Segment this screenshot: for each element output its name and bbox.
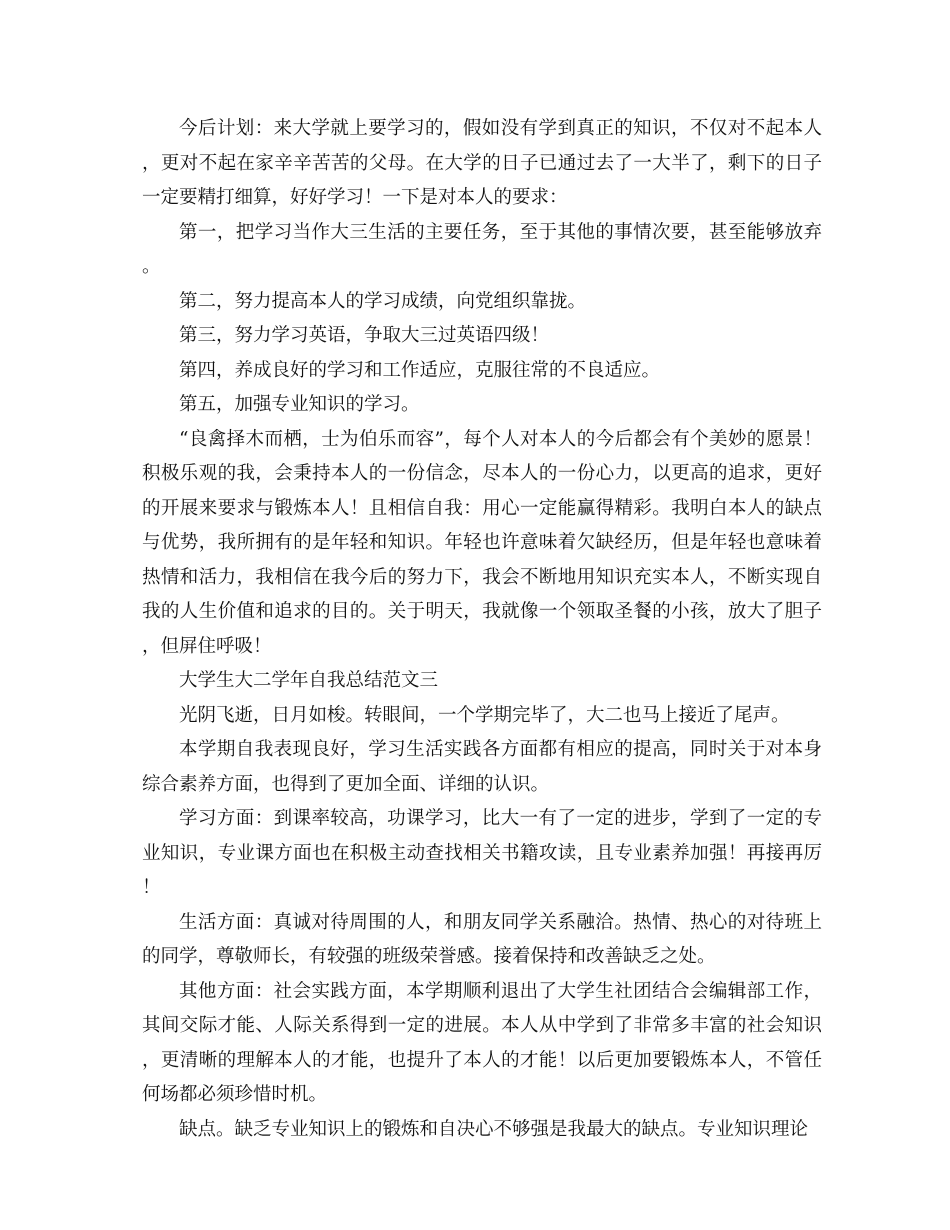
document-page <box>142 112 822 1147</box>
outlook-paragraph: “良禽择木而栖，士为伯乐而容”，每个人对本人的今后都会有个美妙的愿景！积极乐观的我，会秉持本人的一份信念，尽本人的一份心力，以更高的追求，更好的开展来要求与锻炼本人！且相信自我：用心一定能赢得精彩。我明白本人的缺点与优势，我所拥有的是年轻和知识。年轻也许意味着欠缺经历，但是年轻也意味着热情和活力，我相信在我今后的努力下，我会不断地用知识充实本人，不断实现自我的人生价值和追求的目的。关于明天，我就像一个领取圣餐的小孩，放大了胆子，但屏住呼吸！ <box>142 428 822 657</box>
study-paragraph: 学习方面：到课率较高，功课学习，比大一有了一定的进步，学到了一定的专业知识，专业课方面也在积极主动查找相关书籍攻读，且专业素养加强！再接再厉！ <box>142 808 822 898</box>
goal-item-4: 第四，养成良好的学习和工作适应，克服往常的不良适应。 <box>179 359 661 381</box>
life-paragraph: 生活方面：真诚对待周围的人，和朋友同学关系融洽。热情、热心的对待班上的同学，尊敬师长，有较强的班级荣誉感。接着保持和改善缺乏之处。 <box>142 911 822 967</box>
goal-item-5: 第五，加强专业知识的学习。 <box>179 394 420 415</box>
goal-item-3: 第三，努力学习英语，争取大三过英语四级！ <box>179 325 550 346</box>
goal-item-1: 第一，把学习当作大三生活的主要任务，至于其他的事情次要，甚至能够放弃。 <box>142 221 822 277</box>
goal-item-2: 第二，努力提高本人的学习成绩，向党组织靠拢。 <box>179 290 587 312</box>
other-paragraph: 其他方面：社会实践方面，本学期顺利退出了大学生社团结合会编辑部工作，其间交际才能、人际关系得到一定的进展。本人从中学到了非常多丰富的社会知识，更清晰的理解本人的才能，也提升了本人的才能！以后更加要锻炼本人，不管任何场都必须珍惜时机。 <box>142 980 822 1105</box>
shortcomings-paragraph: 缺点。缺乏专业知识上的锻炼和自决心不够强是我最大的缺点。专业知识理论 <box>179 1118 809 1140</box>
performance-paragraph: 本学期自我表现良好，学习生活实践各方面都有相应的提高，同时关于对本身综合素养方面，也得到了更加全面、详细的认识。 <box>142 739 822 795</box>
intro-paragraph: 光阴飞逝，日月如梭。转眼间，一个学期完毕了，大二也马上接近了尾声。 <box>179 704 790 726</box>
plan-paragraph: 今后计划：来大学就上要学习的，假如没有学到真正的知识，不仅对不起本人，更对不起在家辛辛苦苦的父母。在大学的日子已通过去了一大半了，剩下的日子一定要精打细算，好好学习！一下是对本人的要求： <box>142 118 822 208</box>
section-heading: 大学生大二学年自我总结范文三 <box>179 670 439 691</box>
